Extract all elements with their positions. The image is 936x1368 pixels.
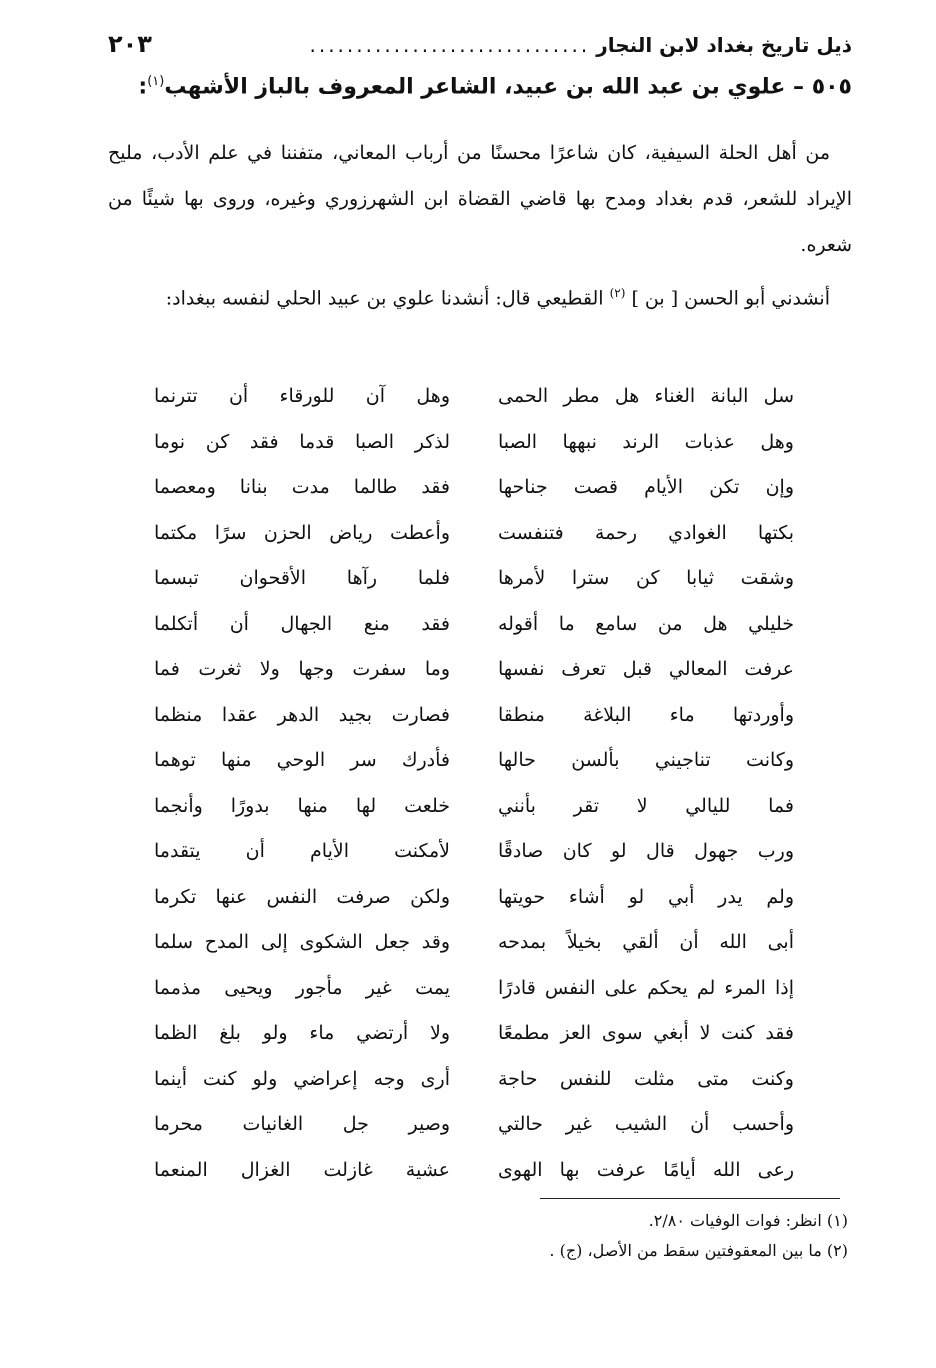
footnote-marker-2: (٢) <box>609 286 626 300</box>
verse-second-hemistich: وأعطت رياض الحزن سرًا مكتما <box>154 521 450 544</box>
verse-first-hemistich: ولم يدر أبي لو أشاء حويتها <box>498 885 794 908</box>
verse-second-hemistich: وقد جعل الشكوى إلى المدح سلما <box>154 931 450 953</box>
poem <box>154 374 794 1193</box>
page-number: ٢٠٣ <box>108 30 152 58</box>
entry-heading-text: ٥٠٥ – علوي بن عبد الله بن عبيد، الشاعر المعروف بالباز الأشهب <box>164 74 852 100</box>
verse-second-hemistich: فقد طالما مدت بنانا ومعصما <box>154 476 450 498</box>
recital-text-end: القطيعي قال: أنشدنا علوي بن عبيد الحلي لنفسه ببغداد: <box>165 287 604 310</box>
verse-first-hemistich: فقد كنت لا أبغي سوى العز مطمعًا <box>498 1022 794 1044</box>
verse-first-hemistich: خليلي هل من سامع ما أقوله <box>498 612 794 635</box>
poem-verse <box>154 738 794 784</box>
entry-heading <box>138 74 852 100</box>
verse-first-hemistich: إذا المرء لم يحكم على النفس قادرًا <box>498 976 794 999</box>
poem-verse <box>154 647 794 693</box>
running-header-title: ذيل تاريخ بغداد لابن النجار <box>596 33 852 57</box>
verse-second-hemistich: خلعت لها منها بدورًا وأنجما <box>154 794 450 817</box>
footnote-2: (٢) ما بين المعقوفتين سقط من الأصل، (ج) . <box>549 1241 848 1260</box>
verse-first-hemistich: أبى الله أن ألقي بخيلاً بمدحه <box>498 931 794 953</box>
verse-first-hemistich: وشقت ثيابا كن سترا لأمرها <box>498 567 794 589</box>
verse-second-hemistich: ولا أرتضي ماء ولو بلغ الظما <box>154 1022 450 1044</box>
entry-heading-colon: : <box>138 74 148 100</box>
poem-verse <box>154 374 794 420</box>
poem-verse <box>154 1011 794 1057</box>
poem-verse <box>154 784 794 830</box>
verse-second-hemistich: أرى وجه إعراضي ولو كنت أينما <box>154 1067 450 1090</box>
verse-second-hemistich: لذكر الصبا قدما فقد كن نوما <box>154 430 450 453</box>
footnote-1: (١) انظر: فوات الوفيات ٢/٨٠. <box>648 1211 848 1230</box>
verse-first-hemistich: وهل عذبات الرند نبهها الصبا <box>498 430 794 453</box>
verse-second-hemistich: فصارت بجيد الدهر عقدا منظما <box>154 703 450 726</box>
verse-second-hemistich: وما سفرت وجها ولا ثغرت فما <box>154 658 450 680</box>
poem-verse <box>154 556 794 602</box>
poem-verse <box>154 829 794 875</box>
verse-first-hemistich: بكتها الغوادي رحمة فتنفست <box>498 521 794 544</box>
poem-verse <box>154 875 794 921</box>
biography-paragraph: من أهل الحلة السيفية، كان شاعرًا محسنًا من أرباب المعاني، متفننا في علم الأدب، مليح الإيراد للشعر، قدم بغداد ومدح بها قاضي القضاة ابن الشهرزوري وغيره، وروى بها شيئًا من شعره. <box>108 142 852 256</box>
verse-second-hemistich: وهل آن للورقاء أن تترنما <box>154 385 450 407</box>
verse-first-hemistich: وأوردتها ماء البلاغة منطقا <box>498 703 794 726</box>
recital-text-start: أنشدني أبو الحسن [ بن ] <box>631 287 830 310</box>
verse-second-hemistich: فلما رآها الأقحوان تبسما <box>154 567 450 589</box>
verse-first-hemistich: وكانت تناجيني بألسن حالها <box>498 749 794 771</box>
running-header-leader-dots: .............................. <box>309 33 591 57</box>
verse-second-hemistich: لأمكنت الأيام أن يتقدما <box>154 840 450 862</box>
poem-verse <box>154 420 794 466</box>
footnote-marker-1: (١) <box>147 74 165 89</box>
running-header <box>108 30 852 64</box>
verse-second-hemistich: يمت غير مأجور ويحيى مذمما <box>154 976 450 999</box>
verse-first-hemistich: وأحسب أن الشيب غير حالتي <box>498 1113 794 1135</box>
poem-verse <box>154 693 794 739</box>
verse-second-hemistich: ولكن صرفت النفس عنها تكرما <box>154 885 450 908</box>
verse-second-hemistich: فقد منع الجهال أن أتكلما <box>154 612 450 635</box>
poem-verse <box>154 920 794 966</box>
verse-first-hemistich: وإن تكن الأيام قصت جناحها <box>498 476 794 498</box>
verse-first-hemistich: فما لليالي لا تقر بأنني <box>498 794 794 817</box>
verse-first-hemistich: رعى الله أيامًا عرفت بها الهوى <box>498 1158 794 1181</box>
verse-first-hemistich: وكنت متى مثلت للنفس حاجة <box>498 1067 794 1090</box>
poem-verse <box>154 1102 794 1148</box>
poem-verse <box>154 511 794 557</box>
verse-first-hemistich: ورب جهول قال لو كان صادقًا <box>498 840 794 862</box>
poem-verse <box>154 966 794 1012</box>
verse-first-hemistich: عرفت المعالي قبل تعرف نفسها <box>498 658 794 680</box>
footnote-separator <box>540 1198 840 1199</box>
verse-second-hemistich: عشية غازلت الغزال المنعما <box>154 1158 450 1181</box>
footnotes <box>108 1206 848 1266</box>
poem-verse <box>154 602 794 648</box>
recital-paragraph <box>108 271 852 320</box>
verse-first-hemistich: سل البانة الغناء هل مطر الحمى <box>498 385 794 407</box>
poem-verse <box>154 1057 794 1103</box>
verse-second-hemistich: وصير جل الغانيات محرما <box>154 1113 450 1135</box>
poem-verse <box>154 1148 794 1194</box>
poem-verse <box>154 465 794 511</box>
verse-second-hemistich: فأدرك سر الوحي منها توهما <box>154 749 450 771</box>
